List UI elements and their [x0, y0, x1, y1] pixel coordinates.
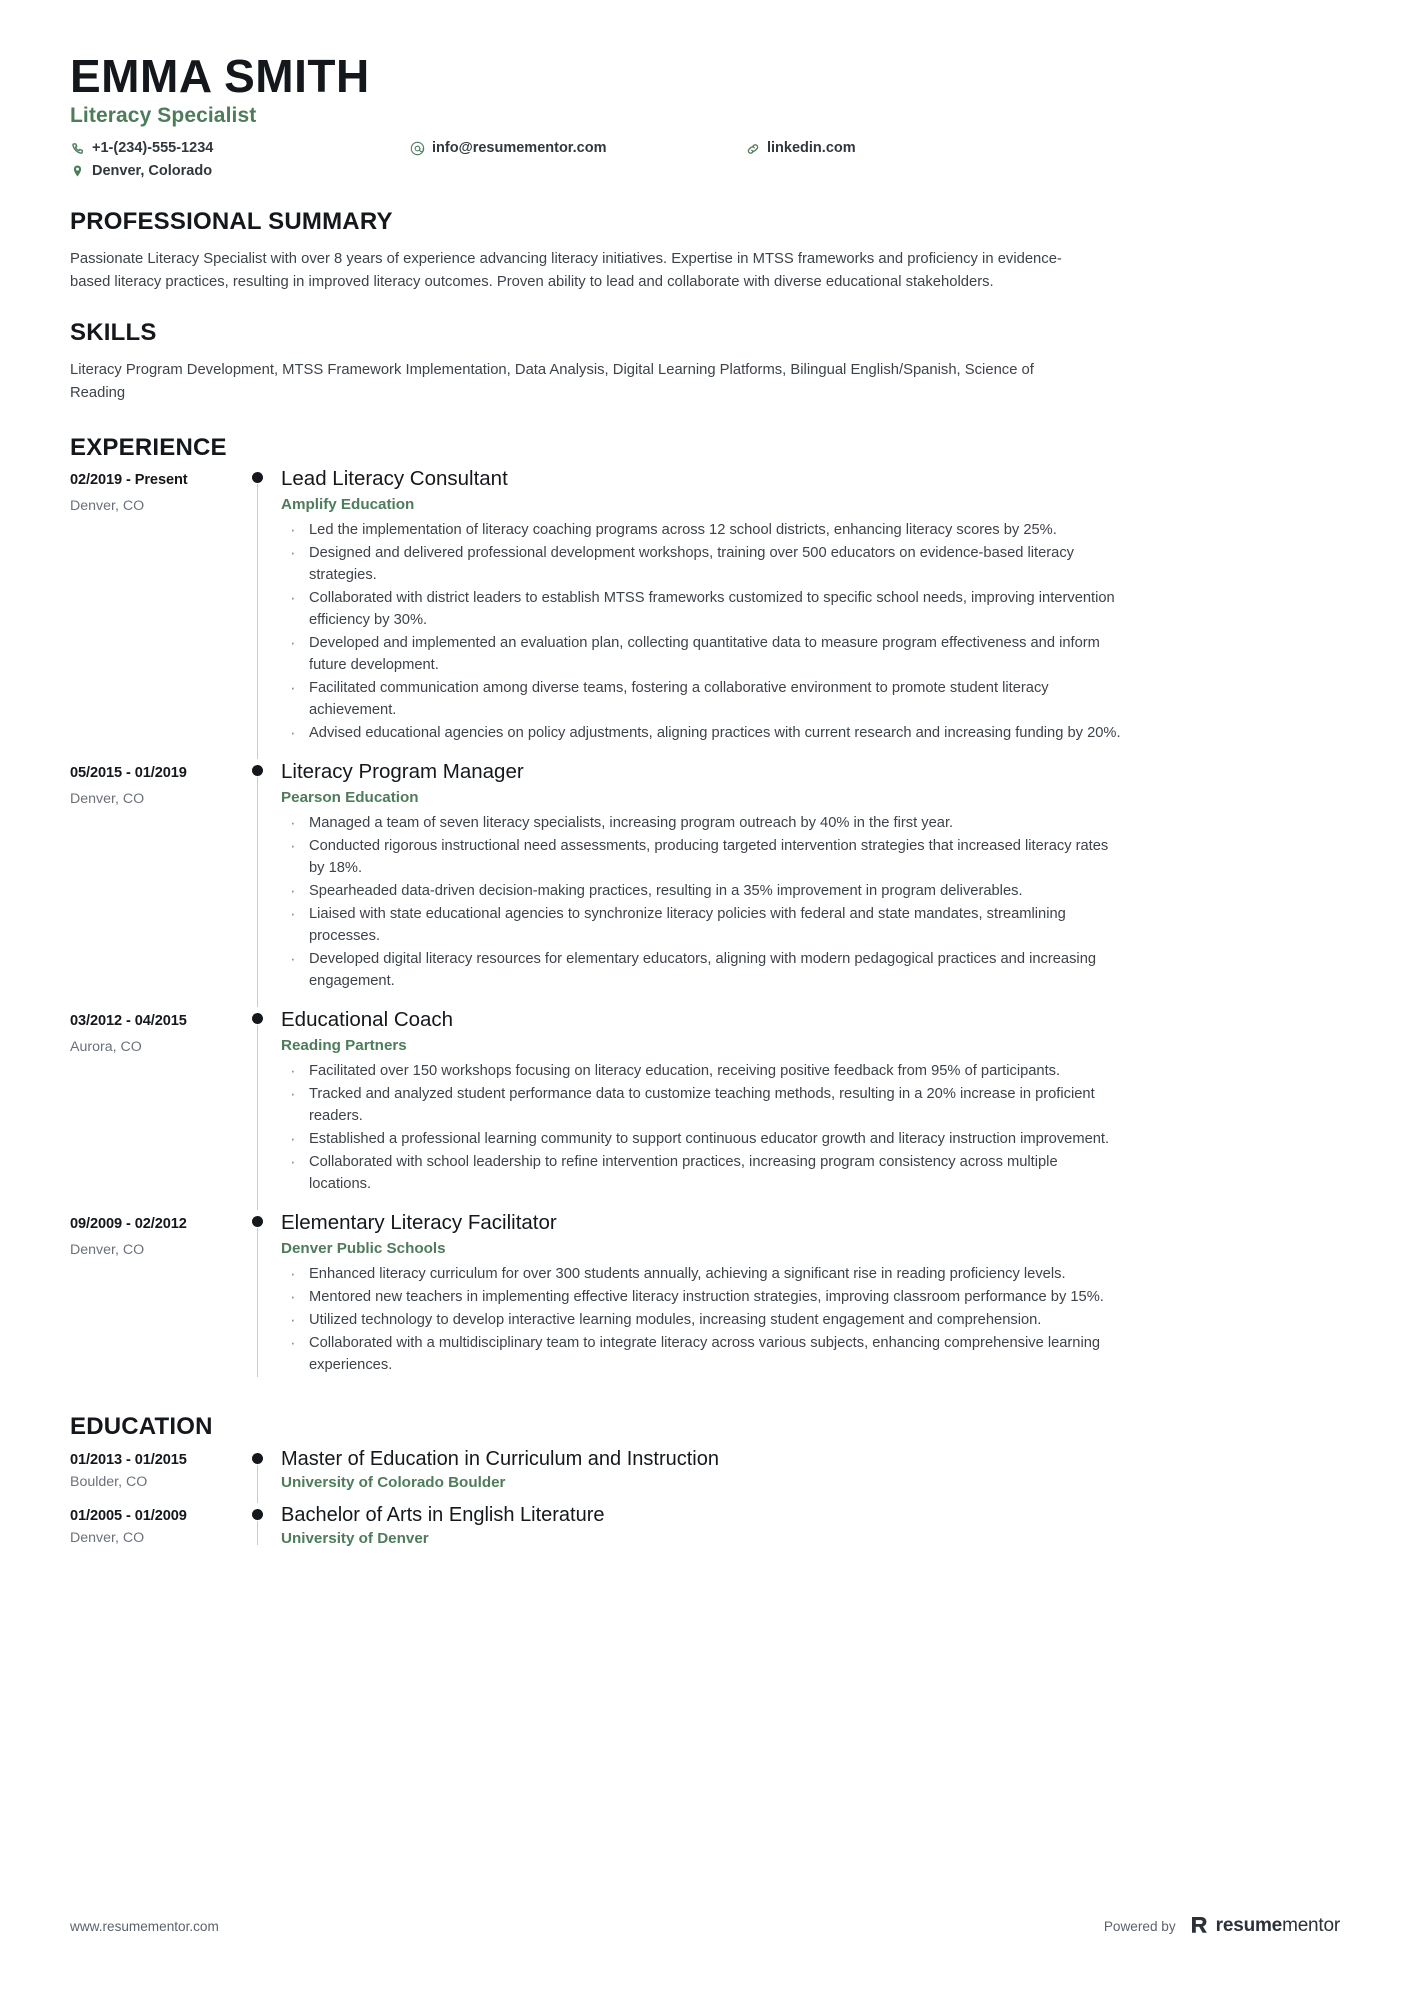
entry-date: 01/2005 - 01/2009 [70, 1508, 187, 1525]
degree-title: Bachelor of Arts in English Literature [281, 1504, 605, 1527]
location-pin-icon [70, 164, 85, 179]
achievement-item: · Facilitated communication among diverse teams, fostering a collaborative environment to promote student literacy achievement. [281, 677, 1121, 721]
achievement-item: · Developed and implemented an evaluation plan, collecting quantitative data to measure program effectiveness and inform future development. [281, 632, 1121, 676]
resumementor-logo [1190, 1915, 1340, 1937]
contact-location [70, 160, 410, 182]
institution-name: University of Denver [281, 1530, 429, 1548]
page-footer [70, 1915, 1340, 1937]
job-title: Elementary Literacy Facilitator [281, 1211, 557, 1235]
degree-title: Master of Education in Curriculum and Instruction [281, 1448, 719, 1471]
achievement-item: · Spearheaded data-driven decision-making practices, resulting in a 35% improvement in program deliverables. [281, 880, 1121, 902]
timeline-dot-icon [252, 1216, 263, 1227]
entry-location: Aurora, CO [70, 1039, 142, 1056]
company-name: Reading Partners [281, 1036, 407, 1054]
entry-date: 02/2019 - Present [70, 472, 188, 489]
entry-content [281, 1503, 1340, 1559]
entry-date: 05/2015 - 01/2019 [70, 765, 187, 782]
education-list [70, 1447, 1340, 1559]
achievement-item: · Designed and delivered professional development workshops, training over 500 educators on evidence-based literacy strategies. [281, 542, 1121, 586]
timeline-dot-icon [252, 1509, 263, 1520]
timeline-dot-icon [252, 765, 263, 776]
experience-entry [70, 466, 1340, 759]
entry-date: 09/2009 - 02/2012 [70, 1216, 187, 1233]
timeline-rail [235, 1447, 281, 1503]
section-heading-experience: EXPERIENCE [70, 434, 227, 462]
resume-header [70, 52, 1340, 182]
education-entry [70, 1447, 1340, 1503]
achievement-item: · Liaised with state educational agencies to synchronize literacy policies with federal and state mandates, streamlining processes. [281, 903, 1121, 947]
company-name: Amplify Education [281, 495, 415, 513]
section-experience [70, 434, 1340, 1391]
entry-meta [70, 1447, 235, 1503]
contact-email-label: info@resumementor.com [432, 140, 607, 157]
contact-info [70, 137, 1340, 182]
achievement-item: · Developed digital literacy resources for elementary educators, aligning with modern pedagogical practices and increasing engagement. [281, 948, 1121, 992]
phone-icon [70, 141, 85, 156]
education-entry [70, 1503, 1340, 1559]
achievement-list [281, 1263, 1340, 1376]
candidate-name: EMMA SMITH [70, 50, 370, 102]
section-education [70, 1413, 1340, 1559]
institution-name: University of Colorado Boulder [281, 1474, 506, 1492]
resumementor-mark-icon [1190, 1916, 1209, 1937]
entry-location: Denver, CO [70, 498, 145, 515]
achievement-item: · Managed a team of seven literacy specialists, increasing program outreach by 40% in the first year. [281, 812, 1121, 834]
achievement-item: · Led the implementation of literacy coaching programs across 12 school districts, enhancing literacy scores by 25%. [281, 519, 1121, 541]
achievement-list [281, 812, 1340, 992]
entry-date: 03/2012 - 04/2015 [70, 1013, 187, 1030]
timeline-dot-icon [252, 1453, 263, 1464]
entry-content [281, 466, 1340, 759]
candidate-job-title: Literacy Specialist [70, 104, 257, 128]
entry-location: Denver, CO [70, 1530, 145, 1547]
achievement-item: · Conducted rigorous instructional need assessments, producing targeted intervention strategies that increased literacy rates by 18%. [281, 835, 1121, 879]
entry-meta [70, 1210, 235, 1391]
achievement-item: · Utilized technology to develop interactive learning modules, increasing student engagement and comprehension. [281, 1309, 1121, 1331]
contact-location-label: Denver, Colorado [92, 162, 213, 179]
contact-row-primary [70, 137, 1340, 159]
entry-location: Denver, CO [70, 1242, 145, 1259]
entry-content [281, 1210, 1340, 1391]
job-title: Educational Coach [281, 1008, 454, 1032]
timeline-rail [235, 759, 281, 1007]
link-icon [745, 141, 760, 156]
experience-entry [70, 1007, 1340, 1210]
entry-meta [70, 466, 235, 759]
summary-text: Passionate Literacy Specialist with over 8 years of experience advancing literacy initiatives. Expertise in MTSS frameworks and proficiency in evidence-based literacy practices, resulting in improved literacy outcomes. Proven ability to lead and collaborate with diverse educational stakeholders. [70, 251, 1062, 290]
achievement-list [281, 1060, 1340, 1195]
achievement-item: · Established a professional learning community to support continuous educator growth and literacy instruction improvement. [281, 1128, 1121, 1150]
timeline-rail [235, 466, 281, 759]
entry-location: Denver, CO [70, 791, 145, 808]
contact-phone[interactable] [70, 137, 410, 159]
entry-meta [70, 1503, 235, 1559]
section-professional-summary [70, 208, 1340, 293]
footer-powered-label: Powered by [1103, 1918, 1176, 1934]
section-skills [70, 319, 1340, 404]
achievement-item: · Advised educational agencies on policy adjustments, aligning practices with current research and increasing funding by 20%. [281, 722, 1121, 744]
timeline-rail [235, 1210, 281, 1391]
company-name: Pearson Education [281, 788, 419, 806]
achievement-item: · Enhanced literacy curriculum for over 300 students annually, achieving a significant rise in reading proficiency levels. [281, 1263, 1121, 1285]
achievement-item: · Mentored new teachers in implementing effective literacy instruction strategies, improving classroom performance by 15%. [281, 1286, 1121, 1308]
section-heading-education: EDUCATION [70, 1413, 213, 1441]
achievement-list [281, 519, 1340, 744]
contact-phone-label: +1-(234)-555-1234 [92, 140, 214, 157]
section-heading-summary: PROFESSIONAL SUMMARY [70, 208, 393, 236]
experience-entry [70, 1210, 1340, 1391]
achievement-item: · Tracked and analyzed student performance data to customize teaching methods, resulting in a 20% increase in proficient readers. [281, 1083, 1121, 1127]
achievement-item: · Collaborated with school leadership to refine intervention practices, increasing program consistency across multiple locations. [281, 1151, 1121, 1195]
experience-entry [70, 759, 1340, 1007]
entry-content [281, 1447, 1340, 1503]
achievement-item: · Collaborated with a multidisciplinary team to integrate literacy across various subjects, enhancing comprehensive learning experiences. [281, 1332, 1121, 1376]
company-name: Denver Public Schools [281, 1239, 446, 1257]
timeline-rail [235, 1007, 281, 1210]
achievement-item: · Facilitated over 150 workshops focusing on literacy education, receiving positive feedback from 95% of participants. [281, 1060, 1121, 1082]
timeline-rail [235, 1503, 281, 1559]
timeline-dot-icon [252, 1013, 263, 1024]
experience-list [70, 466, 1340, 1391]
section-heading-skills: SKILLS [70, 319, 157, 347]
skills-text: Literacy Program Development, MTSS Framework Implementation, Data Analysis, Digital Learning Platforms, Bilingual English/Spanish, Science of Reading [70, 362, 1034, 401]
timeline-dot-icon [252, 472, 263, 483]
contact-linkedin-label: linkedin.com [767, 140, 856, 157]
job-title: Literacy Program Manager [281, 760, 524, 784]
contact-linkedin[interactable] [745, 137, 856, 159]
achievement-item: · Collaborated with district leaders to establish MTSS frameworks customized to specific school needs, improving intervention efficiency by 30%. [281, 587, 1121, 631]
footer-website[interactable]: www.resumementor.com [70, 1918, 219, 1934]
contact-row-secondary [70, 160, 1340, 182]
email-icon [410, 141, 425, 156]
footer-powered-by [1104, 1915, 1340, 1937]
entry-date: 01/2013 - 01/2015 [70, 1452, 187, 1469]
entry-content [281, 1007, 1340, 1210]
entry-content [281, 759, 1340, 1007]
entry-meta [70, 1007, 235, 1210]
entry-location: Boulder, CO [70, 1474, 148, 1491]
job-title: Lead Literacy Consultant [281, 467, 508, 491]
entry-meta [70, 759, 235, 1007]
brand-name-first: resume [1215, 1915, 1283, 1936]
brand-name-second: mentor [1282, 1915, 1340, 1936]
contact-email[interactable] [410, 137, 745, 159]
